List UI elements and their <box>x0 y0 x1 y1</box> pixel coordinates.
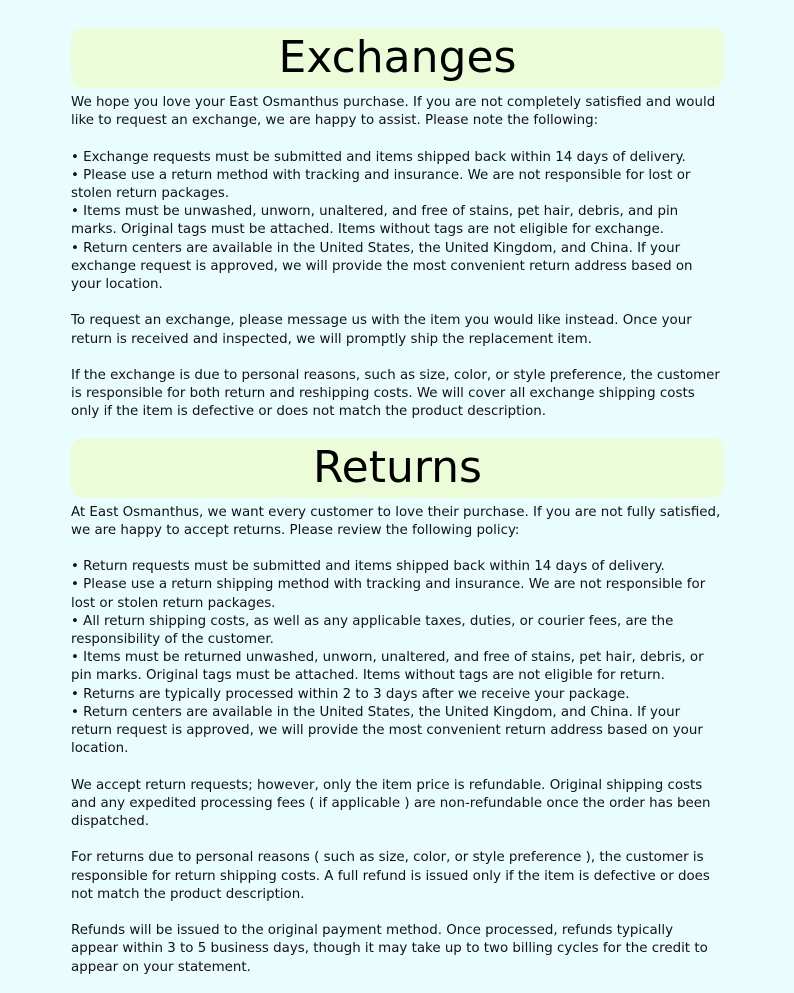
exchanges-section <box>71 88 724 422</box>
returns-bullet: • Return requests must be submitted and items shipped back within 14 days of delivery. <box>71 559 665 575</box>
policy-page <box>71 28 724 977</box>
exchanges-bullet: • Return centers are available in the United States, the United Kingdom, and China. If your exchange request is approved, we will provide the most convenient return address based on your location. <box>71 240 693 293</box>
exchanges-costs-paragraph: If the exchange is due to personal reasons, such as size, color, or style preference, the customer is responsible for both return and reshipping costs. We will cover all exchange shipping costs only if the item is defective or does not match the product description. <box>71 368 720 420</box>
exchanges-bullet: • Please use a return method with tracking and insurance. We are not responsible for lost or stolen return packages. <box>71 167 691 201</box>
returns-title: Returns <box>313 441 482 493</box>
returns-bullet: • Items must be returned unwashed, unworn, unaltered, and free of stains, pet hair, debris, or pin marks. Original tags must be attached. Items without tags are not eligible for return. <box>71 650 704 684</box>
returns-personal-reasons-paragraph: For returns due to personal reasons ( such as size, color, or style preference ), the customer is responsible for return shipping costs. A full refund is issued only if the item is defective or does not match the product description. <box>71 850 710 902</box>
exchanges-title: Exchanges <box>278 32 517 83</box>
returns-bullet: • Please use a return shipping method with tracking and insurance. We are not responsible for lost or stolen return packages. <box>71 577 706 611</box>
exchanges-intro: We hope you love your East Osmanthus purchase. If you are not completely satisfied and would like to request an exchange, we are happy to assist. Please note the following: <box>71 95 716 129</box>
exchanges-bullet: • Items must be unwashed, unworn, unaltered, and free of stains, pet hair, debris, and pin marks. Original tags must be attached. Items without tags are not eligible for exchange. <box>71 204 679 238</box>
returns-section <box>71 498 724 977</box>
returns-bullet: • All return shipping costs, as well as any applicable taxes, duties, or courier fees, are the responsibility of the customer. <box>71 613 674 648</box>
exchanges-heading-box <box>71 28 724 88</box>
returns-refund-timing-paragraph: Refunds will be issued to the original payment method. Once processed, refunds typically appear within 3 to 5 business days, though it may take up to two billing cycles for the credit to appear on your statement. <box>71 923 708 975</box>
returns-intro: At East Osmanthus, we want every customer to love their purchase. If you are not fully satisfied, we are happy to accept returns. Please review the following policy: <box>71 504 721 538</box>
exchanges-bullet: • Exchange requests must be submitted and items shipped back within 14 days of delivery. <box>71 149 686 165</box>
returns-heading-box <box>71 438 724 498</box>
returns-bullet: • Returns are typically processed within 2 to 3 days after we receive your package. <box>71 686 630 702</box>
returns-refundable-paragraph: We accept return requests; however, only the item price is refundable. Original shipping costs and any expedited processing fees ( if applicable ) are non-refundable once the order has been dispatched. <box>71 777 711 830</box>
exchanges-request-paragraph: To request an exchange, please message us with the item you would like instead. Once your return is received and inspected, we will promptly ship the replacement item. <box>71 313 692 347</box>
returns-bullet: • Return centers are available in the United States, the United Kingdom, and China. If your return request is approved, we will provide the most convenient return address based on your location. <box>71 704 703 757</box>
